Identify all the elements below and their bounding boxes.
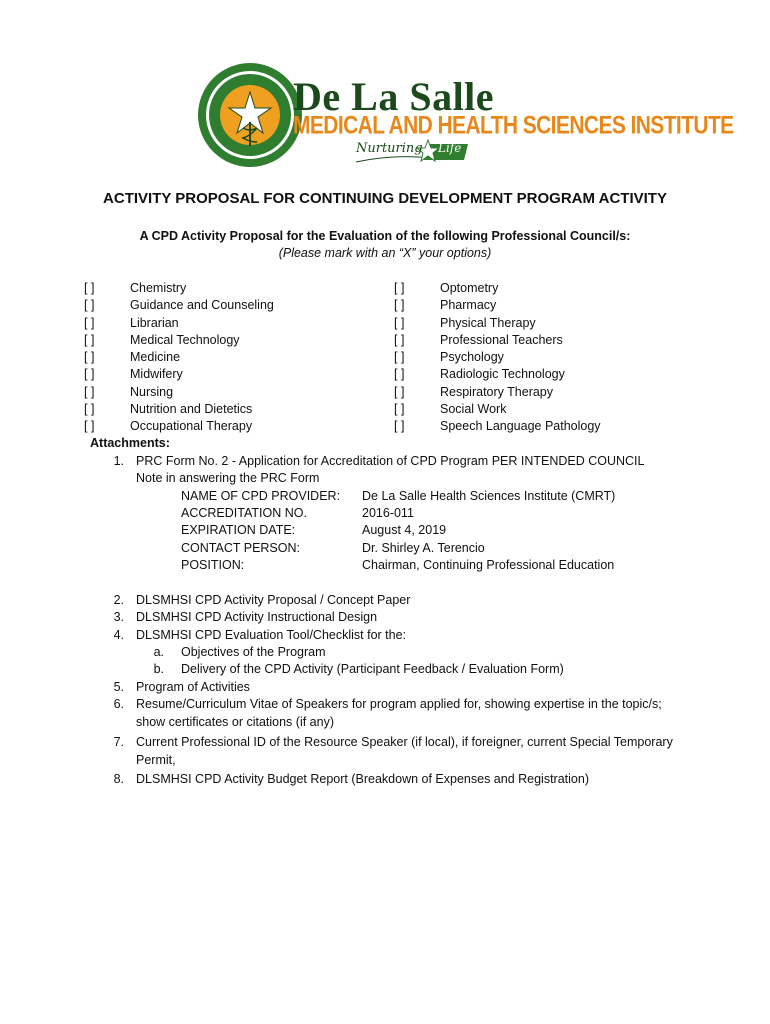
council-label: Speech Language Pathology [440, 419, 601, 434]
tagline-nurturing: Nurturing [356, 141, 423, 156]
checkbox[interactable]: [ ] [84, 384, 95, 399]
attachment-item: DLSMHSI CPD Activity Instructional Design [136, 610, 378, 624]
brand-subtitle: MEDICAL AND HEALTH SCIENCES INSTITUTE [293, 112, 734, 140]
field-label: CONTACT PERSON: [181, 541, 300, 555]
council-label: Pharmacy [440, 298, 497, 313]
attachment-note: Note in answering the PRC Form [136, 471, 320, 485]
institute-seal-icon [197, 62, 303, 168]
field-value: Chairman, Continuing Professional Education [362, 558, 615, 572]
field-label: POSITION: [181, 558, 245, 572]
checkbox[interactable]: [ ] [84, 315, 95, 330]
checkbox[interactable]: [ ] [394, 419, 405, 434]
council-label: Chemistry [130, 281, 187, 295]
field-label: NAME OF CPD PROVIDER: [181, 489, 341, 503]
document-title: ACTIVITY PROPOSAL FOR CONTINUING DEVELOPMENT PROGRAM ACTIVITY [103, 190, 667, 207]
attachment-item-continued: Permit, [136, 753, 176, 767]
attachment-subitem: Delivery of the CPD Activity (Participant Feedback / Evaluation Form) [181, 662, 564, 676]
council-label: Midwifery [130, 367, 183, 382]
council-option[interactable] [84, 418, 274, 435]
tagline-life: Life [438, 141, 462, 155]
council-option[interactable] [394, 401, 601, 418]
field-value: De La Salle Health Sciences Institute (CMRT) [362, 489, 616, 503]
letterhead [0, 0, 770, 175]
council-option[interactable] [394, 280, 601, 297]
checkbox[interactable]: [ ] [394, 384, 405, 399]
checkbox[interactable]: [ ] [84, 402, 95, 417]
council-option[interactable] [84, 349, 274, 366]
council-option[interactable] [84, 401, 274, 418]
checkbox[interactable]: [ ] [394, 315, 405, 330]
field-value: 2016-011 [362, 506, 414, 520]
checkbox[interactable]: [ ] [394, 281, 405, 295]
council-option[interactable] [84, 280, 274, 297]
council-option[interactable] [84, 297, 274, 314]
checkbox[interactable]: [ ] [84, 281, 95, 295]
attachment-item: DLSMHSI CPD Activity Proposal / Concept Paper [136, 593, 411, 607]
council-label: Occupational Therapy [130, 419, 253, 434]
council-list-left [84, 280, 274, 436]
brand-name: De La Salle [293, 74, 495, 119]
checkbox[interactable]: [ ] [394, 367, 405, 382]
council-option[interactable] [394, 315, 601, 332]
field-label: EXPIRATION DATE: [181, 523, 296, 537]
attachment-item: Current Professional ID of the Resource Speaker (if local), if foreigner, current Special Temporary [136, 735, 673, 749]
council-option[interactable] [394, 384, 601, 401]
document-subtitle: A CPD Activity Proposal for the Evaluation of the following Professional Council/s: [139, 229, 631, 243]
attachment-item: Program of Activities [136, 680, 250, 694]
list-number: 2. [113, 593, 124, 607]
council-label: Physical Therapy [440, 315, 536, 330]
council-label: Social Work [440, 402, 507, 417]
field-label: ACCREDITATION NO. [181, 506, 307, 520]
list-number: 1. [113, 454, 124, 468]
attachment-item-continued: show certificates or citations (if any) [136, 715, 334, 729]
list-number: 6. [113, 697, 124, 711]
list-number: 3. [113, 610, 124, 624]
council-label: Respiratory Therapy [440, 384, 554, 399]
checkbox[interactable]: [ ] [84, 298, 95, 313]
attachment-item: Resume/Curriculum Vitae of Speakers for program applied for, showing expertise in the topic/s; [136, 697, 662, 711]
list-number: 5. [113, 680, 124, 694]
checkbox[interactable]: [ ] [394, 402, 405, 417]
checkbox[interactable]: [ ] [84, 350, 95, 365]
council-label: Nutrition and Dietetics [130, 402, 253, 417]
checkbox[interactable]: [ ] [394, 332, 405, 347]
list-letter: a. [153, 645, 164, 659]
council-label: Medicine [130, 350, 181, 365]
list-number: 7. [113, 735, 124, 749]
checkbox[interactable]: [ ] [84, 367, 95, 382]
council-option[interactable] [84, 366, 274, 383]
instruction-text: (Please mark with an “X” your options) [278, 246, 492, 260]
field-value: Dr. Shirley A. Terencio [362, 541, 485, 555]
council-label: Radiologic Technology [440, 367, 565, 382]
council-label: Optometry [440, 281, 499, 295]
council-label: Medical Technology [130, 332, 240, 347]
checkbox[interactable]: [ ] [84, 332, 95, 347]
attachments-heading: Attachments: [90, 436, 170, 450]
council-list-right [394, 280, 601, 436]
list-number: 4. [113, 628, 124, 642]
checkbox[interactable]: [ ] [84, 419, 95, 434]
council-option[interactable] [394, 418, 601, 435]
council-label: Professional Teachers [440, 332, 563, 347]
list-letter: b. [153, 662, 164, 676]
checkbox[interactable]: [ ] [394, 350, 405, 365]
council-label: Psychology [440, 350, 504, 365]
attachment-item: DLSMHSI CPD Activity Budget Report (Breakdown of Expenses and Registration) [136, 772, 589, 786]
attachment-item: PRC Form No. 2 - Application for Accreditation of CPD Program PER INTENDED COUNCIL [136, 454, 645, 468]
council-option[interactable] [84, 384, 274, 401]
council-label: Librarian [130, 315, 179, 330]
attachment-item: DLSMHSI CPD Evaluation Tool/Checklist for the: [136, 628, 407, 642]
council-option[interactable] [394, 297, 601, 314]
council-label: Nursing [130, 384, 174, 399]
list-number: 8. [113, 772, 124, 786]
council-option[interactable] [84, 332, 274, 349]
checkbox[interactable]: [ ] [394, 298, 405, 313]
council-option[interactable] [394, 349, 601, 366]
council-label: Guidance and Counseling [130, 298, 274, 313]
field-value: August 4, 2019 [362, 523, 447, 537]
council-option[interactable] [84, 315, 274, 332]
attachment-subitem: Objectives of the Program [181, 645, 326, 659]
council-option[interactable] [394, 332, 601, 349]
council-option[interactable] [394, 366, 601, 383]
